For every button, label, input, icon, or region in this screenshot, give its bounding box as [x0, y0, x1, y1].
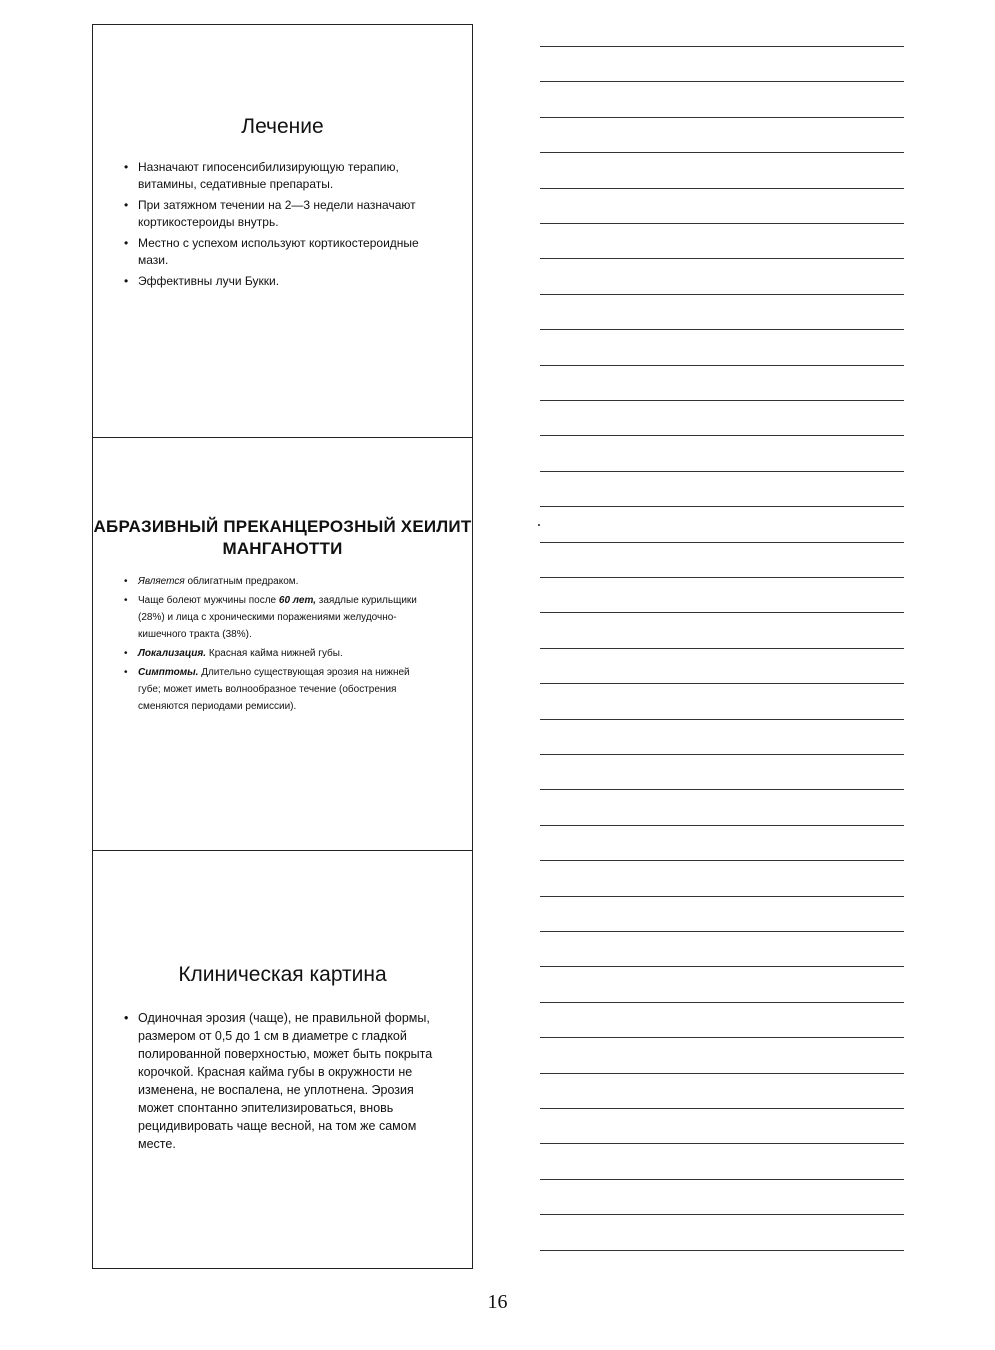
bullet-item — [124, 645, 432, 662]
bullet-text: Длительно существующая эрозия на нижней губе; может иметь волнообразное течение (обострения сменяются периодами ремиссии). — [138, 667, 410, 712]
note-line — [540, 1143, 904, 1144]
note-line — [540, 896, 904, 897]
note-line — [540, 117, 904, 118]
note-line — [540, 506, 904, 507]
bullet-lead: Локализация. — [138, 648, 207, 659]
note-line — [540, 81, 904, 82]
note-line — [540, 789, 904, 790]
note-line — [540, 1250, 904, 1251]
note-line — [540, 46, 904, 47]
note-line — [540, 258, 904, 259]
slide-treatment — [93, 25, 472, 437]
note-line — [540, 719, 904, 720]
note-line — [540, 1073, 904, 1074]
note-line — [540, 1108, 904, 1109]
note-line — [540, 400, 904, 401]
page-number: 16 — [487, 1291, 508, 1313]
slide-title: Лечение — [241, 115, 324, 138]
slide-abrasive-cheilitis — [93, 437, 472, 850]
note-line — [540, 612, 904, 613]
note-line — [540, 931, 904, 932]
slide-clinical-picture — [93, 850, 472, 1268]
note-line — [540, 1179, 904, 1180]
bullet-item — [124, 592, 432, 643]
note-line — [540, 542, 904, 543]
note-line — [540, 329, 904, 330]
bullet-list — [124, 573, 432, 715]
note-line — [540, 435, 904, 436]
bullet-text: облигатным предраком. — [184, 576, 299, 587]
note-line — [540, 683, 904, 684]
bullet-lead: Симптомы. — [138, 667, 199, 678]
bullet-emphasis: 60 лет, — [278, 595, 316, 606]
note-line — [540, 365, 904, 366]
bullet-item: • Местно с успехом используют кортикостероидные мази. — [124, 235, 442, 269]
bullet-item: • Одиночная эрозия (чаще), не правильной формы, размером от 0,5 до 1 см в диаметре с гладкой полированной поверхностью, может быть покрыта корочкой. Красная кайма губы в окружности не изменена, не воспалена, не уплотнена. Эрозия может спонтанно эпителизироваться, вновь рецидивировать чаще весной, на том же самом месте. — [124, 1009, 446, 1153]
bullet-item: • При затяжном течении на 2—3 недели назначают кортикостероиды внутрь. — [124, 197, 442, 231]
stray-mark — [538, 524, 540, 526]
note-line — [540, 860, 904, 861]
note-line — [540, 471, 904, 472]
bullet-list — [124, 159, 442, 290]
bullet-item — [124, 664, 432, 715]
note-line — [540, 577, 904, 578]
note-line — [540, 188, 904, 189]
note-line — [540, 648, 904, 649]
note-line — [540, 1214, 904, 1215]
slide-title: Клиническая картина — [178, 963, 387, 986]
note-line — [540, 966, 904, 967]
bullet-item: • Эффективны лучи Букки. — [124, 273, 442, 290]
bullet-text: Чаще болеют мужчины после — [138, 595, 279, 606]
slide-title: АБРАЗИВНЫЙ ПРЕКАНЦЕРОЗНЫЙ ХЕИЛИТ МАНГАНОТТИ — [93, 517, 472, 558]
note-line — [540, 1037, 904, 1038]
bullet-item — [124, 573, 432, 590]
note-line — [540, 754, 904, 755]
bullet-list — [124, 1009, 446, 1153]
notes-lines — [540, 0, 904, 1300]
note-line — [540, 294, 904, 295]
bullet-item: • Назначают гипосенсибилизирующую терапию, витамины, седативные препараты. — [124, 159, 442, 193]
slides-column — [92, 24, 473, 1269]
note-line — [540, 1002, 904, 1003]
bullet-lead: Является — [138, 576, 185, 587]
bullet-text: заядлые курильщики (28%) и лица с хроническими поражениями желудочно-кишечного тракта (38%). — [138, 595, 417, 640]
note-line — [540, 223, 904, 224]
bullet-text: Красная кайма нижней губы. — [206, 648, 343, 659]
note-line — [540, 825, 904, 826]
note-line — [540, 152, 904, 153]
